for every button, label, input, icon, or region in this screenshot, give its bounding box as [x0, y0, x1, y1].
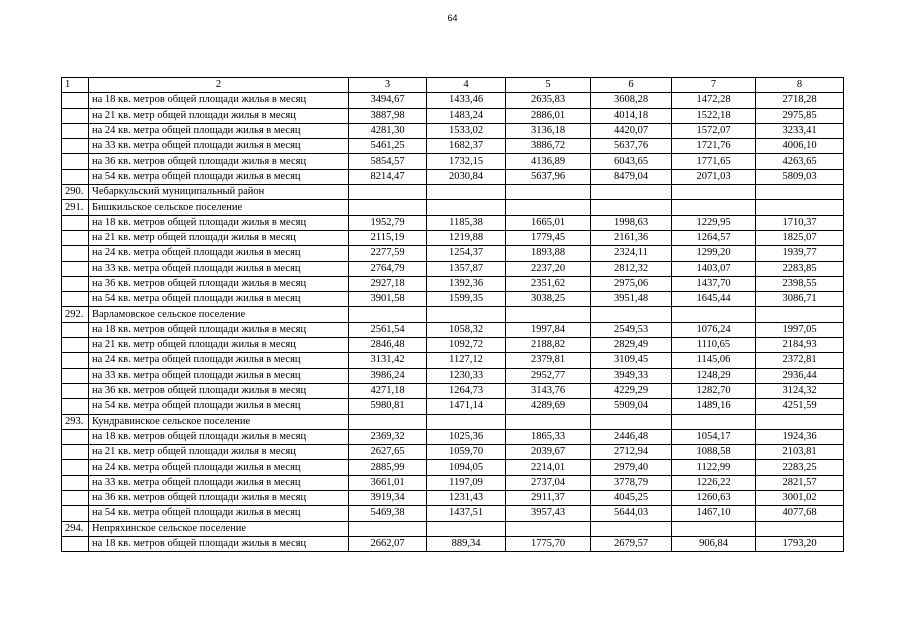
row-name: на 24 кв. метра общей площади жилья в месяц	[89, 353, 349, 368]
value-cell: 2712,94	[591, 445, 672, 460]
table-row	[62, 261, 844, 276]
value-cell: 2927,18	[349, 276, 427, 291]
value-cell: 5809,03	[756, 169, 844, 184]
column-header: 8	[756, 78, 844, 93]
value-cell: 2379,81	[506, 353, 591, 368]
table-row	[62, 353, 844, 368]
value-cell	[427, 414, 506, 429]
value-cell: 2103,81	[756, 445, 844, 460]
value-cell	[591, 200, 672, 215]
value-cell: 2161,36	[591, 230, 672, 245]
row-name: на 24 кв. метра общей площади жилья в месяц	[89, 246, 349, 261]
value-cell: 4045,25	[591, 491, 672, 506]
value-cell: 1939,77	[756, 246, 844, 261]
row-number	[62, 475, 89, 490]
value-cell: 5469,38	[349, 506, 427, 521]
value-cell: 4251,59	[756, 399, 844, 414]
row-name: на 33 кв. метра общей площади жилья в месяц	[89, 368, 349, 383]
table-row	[62, 491, 844, 506]
value-cell	[672, 307, 756, 322]
value-cell	[427, 200, 506, 215]
value-cell	[427, 185, 506, 200]
row-number: 293.	[62, 414, 89, 429]
value-cell: 1522,18	[672, 108, 756, 123]
value-cell: 1229,95	[672, 215, 756, 230]
value-cell: 3233,41	[756, 123, 844, 138]
value-cell: 2214,01	[506, 460, 591, 475]
value-cell: 1094,05	[427, 460, 506, 475]
value-cell: 5637,76	[591, 139, 672, 154]
value-cell	[506, 414, 591, 429]
value-cell	[349, 185, 427, 200]
row-name: на 18 кв. метров общей площади жилья в месяц	[89, 215, 349, 230]
value-cell: 4014,18	[591, 108, 672, 123]
value-cell: 1260,63	[672, 491, 756, 506]
value-cell: 2184,93	[756, 338, 844, 353]
value-cell: 1998,63	[591, 215, 672, 230]
row-name: на 18 кв. метров общей площади жилья в месяц	[89, 536, 349, 551]
row-name: на 18 кв. метров общей площади жилья в месяц	[89, 322, 349, 337]
value-cell: 2237,20	[506, 261, 591, 276]
value-cell: 1489,16	[672, 399, 756, 414]
value-cell: 1771,65	[672, 154, 756, 169]
column-header: 6	[591, 78, 672, 93]
row-number	[62, 276, 89, 291]
value-cell	[349, 307, 427, 322]
row-name: на 21 кв. метр общей площади жилья в месяц	[89, 230, 349, 245]
column-header: 1	[62, 78, 89, 93]
row-number	[62, 383, 89, 398]
row-number	[62, 353, 89, 368]
value-cell: 3951,48	[591, 292, 672, 307]
row-number	[62, 506, 89, 521]
value-cell: 2351,62	[506, 276, 591, 291]
value-cell: 1471,14	[427, 399, 506, 414]
table-row	[62, 276, 844, 291]
value-cell	[591, 414, 672, 429]
value-cell: 2936,44	[756, 368, 844, 383]
value-cell	[349, 200, 427, 215]
value-cell: 1226,22	[672, 475, 756, 490]
value-cell: 4289,69	[506, 399, 591, 414]
value-cell	[427, 307, 506, 322]
row-number	[62, 491, 89, 506]
value-cell: 1058,32	[427, 322, 506, 337]
value-cell: 2979,40	[591, 460, 672, 475]
value-cell: 6043,65	[591, 154, 672, 169]
value-cell	[756, 414, 844, 429]
value-cell: 2369,32	[349, 429, 427, 444]
value-cell: 1392,36	[427, 276, 506, 291]
value-cell: 5980,81	[349, 399, 427, 414]
row-name: на 24 кв. метра общей площади жилья в месяц	[89, 460, 349, 475]
row-name: на 54 кв. метра общей площади жилья в месяц	[89, 292, 349, 307]
value-cell: 1645,44	[672, 292, 756, 307]
table-row	[62, 322, 844, 337]
value-cell: 3919,34	[349, 491, 427, 506]
value-cell: 1467,10	[672, 506, 756, 521]
value-cell	[427, 521, 506, 536]
row-number: 290.	[62, 185, 89, 200]
row-number	[62, 246, 89, 261]
value-cell: 1088,58	[672, 445, 756, 460]
table-row	[62, 139, 844, 154]
section-row	[62, 521, 844, 536]
column-header: 4	[427, 78, 506, 93]
table-row	[62, 169, 844, 184]
row-number	[62, 322, 89, 337]
value-cell	[591, 307, 672, 322]
section-row	[62, 185, 844, 200]
value-cell: 1403,07	[672, 261, 756, 276]
value-cell: 2886,01	[506, 108, 591, 123]
row-number	[62, 139, 89, 154]
table-row	[62, 230, 844, 245]
value-cell: 3086,71	[756, 292, 844, 307]
column-header: 7	[672, 78, 756, 93]
value-cell: 2737,04	[506, 475, 591, 490]
column-header: 3	[349, 78, 427, 93]
value-cell: 3131,42	[349, 353, 427, 368]
row-name: на 36 кв. метров общей площади жилья в месяц	[89, 491, 349, 506]
table-row	[62, 506, 844, 521]
value-cell: 2039,67	[506, 445, 591, 460]
value-cell: 1721,76	[672, 139, 756, 154]
value-cell: 1472,28	[672, 93, 756, 108]
row-number	[62, 536, 89, 551]
value-cell: 4006,10	[756, 139, 844, 154]
value-cell	[349, 521, 427, 536]
table-row	[62, 460, 844, 475]
value-cell: 2911,37	[506, 491, 591, 506]
table-row	[62, 475, 844, 490]
value-cell: 5637,96	[506, 169, 591, 184]
row-number	[62, 338, 89, 353]
value-cell: 1264,73	[427, 383, 506, 398]
section-row	[62, 307, 844, 322]
table-row	[62, 215, 844, 230]
value-cell: 4136,89	[506, 154, 591, 169]
value-cell: 1952,79	[349, 215, 427, 230]
row-name: на 21 кв. метр общей площади жилья в месяц	[89, 338, 349, 353]
value-cell: 2030,84	[427, 169, 506, 184]
value-cell: 1197,09	[427, 475, 506, 490]
value-cell: 1924,36	[756, 429, 844, 444]
value-cell: 5644,03	[591, 506, 672, 521]
value-cell: 1299,20	[672, 246, 756, 261]
value-cell: 2846,48	[349, 338, 427, 353]
value-cell: 2446,48	[591, 429, 672, 444]
row-number	[62, 292, 89, 307]
value-cell: 1483,24	[427, 108, 506, 123]
row-name: Кундравинское сельское поселение	[89, 414, 349, 429]
row-name: Варламовское сельское поселение	[89, 307, 349, 322]
value-cell: 2372,81	[756, 353, 844, 368]
value-cell	[591, 185, 672, 200]
value-cell	[756, 307, 844, 322]
value-cell: 3901,58	[349, 292, 427, 307]
value-cell: 2885,99	[349, 460, 427, 475]
value-cell: 5854,57	[349, 154, 427, 169]
value-cell: 3608,28	[591, 93, 672, 108]
row-name: на 18 кв. метров общей площади жилья в месяц	[89, 429, 349, 444]
value-cell: 3136,18	[506, 123, 591, 138]
row-name: на 33 кв. метра общей площади жилья в месяц	[89, 475, 349, 490]
value-cell: 1231,43	[427, 491, 506, 506]
value-cell: 4271,18	[349, 383, 427, 398]
value-cell: 1599,35	[427, 292, 506, 307]
row-number	[62, 261, 89, 276]
value-cell: 4420,07	[591, 123, 672, 138]
value-cell	[506, 200, 591, 215]
row-name: на 54 кв. метра общей площади жилья в месяц	[89, 399, 349, 414]
row-number	[62, 154, 89, 169]
value-cell: 906,84	[672, 536, 756, 551]
row-number	[62, 230, 89, 245]
value-cell	[349, 414, 427, 429]
value-cell: 5461,25	[349, 139, 427, 154]
value-cell: 2679,57	[591, 536, 672, 551]
value-cell: 2627,65	[349, 445, 427, 460]
value-cell: 2635,83	[506, 93, 591, 108]
value-cell: 2188,82	[506, 338, 591, 353]
row-name: на 24 кв. метра общей площади жилья в месяц	[89, 123, 349, 138]
value-cell: 8214,47	[349, 169, 427, 184]
tariff-table	[61, 77, 844, 552]
value-cell: 1533,02	[427, 123, 506, 138]
value-cell: 1437,70	[672, 276, 756, 291]
row-number: 291.	[62, 200, 89, 215]
value-cell: 3887,98	[349, 108, 427, 123]
value-cell	[672, 521, 756, 536]
value-cell: 1732,15	[427, 154, 506, 169]
row-number	[62, 399, 89, 414]
value-cell	[506, 307, 591, 322]
value-cell: 2829,49	[591, 338, 672, 353]
value-cell: 3143,76	[506, 383, 591, 398]
value-cell	[756, 185, 844, 200]
value-cell: 2975,85	[756, 108, 844, 123]
value-cell: 1893,88	[506, 246, 591, 261]
section-row	[62, 414, 844, 429]
table-row	[62, 429, 844, 444]
column-header: 5	[506, 78, 591, 93]
value-cell	[506, 185, 591, 200]
value-cell: 3986,24	[349, 368, 427, 383]
section-row	[62, 200, 844, 215]
table-row	[62, 123, 844, 138]
value-cell: 1025,36	[427, 429, 506, 444]
value-cell: 3109,45	[591, 353, 672, 368]
value-cell: 1185,38	[427, 215, 506, 230]
table-row	[62, 246, 844, 261]
value-cell: 2561,54	[349, 322, 427, 337]
value-cell	[506, 521, 591, 536]
value-cell: 1665,01	[506, 215, 591, 230]
value-cell: 2764,79	[349, 261, 427, 276]
value-cell: 1264,57	[672, 230, 756, 245]
value-cell: 1092,72	[427, 338, 506, 353]
row-name: на 21 кв. метр общей площади жилья в месяц	[89, 108, 349, 123]
table-row	[62, 154, 844, 169]
table-row	[62, 383, 844, 398]
value-cell: 2549,53	[591, 322, 672, 337]
value-cell: 4229,29	[591, 383, 672, 398]
value-cell: 889,34	[427, 536, 506, 551]
value-cell: 3949,33	[591, 368, 672, 383]
row-number	[62, 169, 89, 184]
row-name: на 33 кв. метра общей площади жилья в месяц	[89, 261, 349, 276]
table-row	[62, 292, 844, 307]
row-number	[62, 460, 89, 475]
table-row	[62, 93, 844, 108]
value-cell: 4263,65	[756, 154, 844, 169]
value-cell: 1059,70	[427, 445, 506, 460]
value-cell: 1682,37	[427, 139, 506, 154]
value-cell: 1779,45	[506, 230, 591, 245]
value-cell: 1433,46	[427, 93, 506, 108]
table-header-row	[62, 78, 844, 93]
row-name: Бишкильское сельское поселение	[89, 200, 349, 215]
value-cell: 1230,33	[427, 368, 506, 383]
value-cell: 1775,70	[506, 536, 591, 551]
value-cell: 1710,37	[756, 215, 844, 230]
row-name: на 18 кв. метров общей площади жилья в месяц	[89, 93, 349, 108]
row-number	[62, 123, 89, 138]
value-cell: 1254,37	[427, 246, 506, 261]
table-row	[62, 368, 844, 383]
table-row	[62, 536, 844, 551]
row-name: на 54 кв. метра общей площади жилья в месяц	[89, 169, 349, 184]
value-cell: 2277,59	[349, 246, 427, 261]
value-cell: 1110,65	[672, 338, 756, 353]
value-cell: 1997,84	[506, 322, 591, 337]
row-name: на 36 кв. метров общей площади жилья в месяц	[89, 276, 349, 291]
value-cell: 1122,99	[672, 460, 756, 475]
value-cell	[591, 521, 672, 536]
row-name: на 21 кв. метр общей площади жилья в месяц	[89, 445, 349, 460]
value-cell: 1219,88	[427, 230, 506, 245]
value-cell: 1997,05	[756, 322, 844, 337]
row-name: на 36 кв. метров общей площади жилья в месяц	[89, 383, 349, 398]
value-cell: 3038,25	[506, 292, 591, 307]
value-cell: 1282,70	[672, 383, 756, 398]
value-cell: 1248,29	[672, 368, 756, 383]
table-row	[62, 108, 844, 123]
value-cell: 2812,32	[591, 261, 672, 276]
value-cell: 1572,07	[672, 123, 756, 138]
row-number	[62, 429, 89, 444]
value-cell: 2952,77	[506, 368, 591, 383]
row-name: Непряхинское сельское поселение	[89, 521, 349, 536]
value-cell: 2398,55	[756, 276, 844, 291]
value-cell	[672, 200, 756, 215]
value-cell: 3001,02	[756, 491, 844, 506]
value-cell	[756, 200, 844, 215]
value-cell: 2283,85	[756, 261, 844, 276]
value-cell: 2071,03	[672, 169, 756, 184]
value-cell: 4281,30	[349, 123, 427, 138]
value-cell: 1127,12	[427, 353, 506, 368]
value-cell: 1825,07	[756, 230, 844, 245]
value-cell	[672, 185, 756, 200]
value-cell: 3661,01	[349, 475, 427, 490]
value-cell: 4077,68	[756, 506, 844, 521]
value-cell: 1054,17	[672, 429, 756, 444]
value-cell: 1076,24	[672, 322, 756, 337]
value-cell: 1793,20	[756, 536, 844, 551]
page-number: 64	[447, 13, 458, 23]
value-cell: 1437,51	[427, 506, 506, 521]
row-name: на 33 кв. метра общей площади жилья в месяц	[89, 139, 349, 154]
value-cell: 3124,32	[756, 383, 844, 398]
row-name: на 54 кв. метра общей площади жилья в месяц	[89, 506, 349, 521]
value-cell: 2115,19	[349, 230, 427, 245]
value-cell: 3494,67	[349, 93, 427, 108]
table-row	[62, 445, 844, 460]
value-cell: 2975,06	[591, 276, 672, 291]
value-cell: 1145,06	[672, 353, 756, 368]
value-cell: 3778,79	[591, 475, 672, 490]
value-cell: 3886,72	[506, 139, 591, 154]
value-cell: 1865,33	[506, 429, 591, 444]
value-cell: 5909,04	[591, 399, 672, 414]
value-cell: 1357,87	[427, 261, 506, 276]
row-number	[62, 93, 89, 108]
table-row	[62, 338, 844, 353]
row-number	[62, 108, 89, 123]
table-row	[62, 399, 844, 414]
table-body	[62, 78, 844, 552]
row-number: 292.	[62, 307, 89, 322]
value-cell	[672, 414, 756, 429]
column-header: 2	[89, 78, 349, 93]
value-cell: 2662,07	[349, 536, 427, 551]
row-name: Чебаркульский муниципальный район	[89, 185, 349, 200]
value-cell: 2821,57	[756, 475, 844, 490]
value-cell	[756, 521, 844, 536]
value-cell: 2324,11	[591, 246, 672, 261]
row-number: 294.	[62, 521, 89, 536]
row-number	[62, 368, 89, 383]
value-cell: 3957,43	[506, 506, 591, 521]
row-name: на 36 кв. метров общей площади жилья в месяц	[89, 154, 349, 169]
row-number	[62, 445, 89, 460]
row-number	[62, 215, 89, 230]
value-cell: 2283,25	[756, 460, 844, 475]
value-cell: 8479,04	[591, 169, 672, 184]
value-cell: 2718,28	[756, 93, 844, 108]
